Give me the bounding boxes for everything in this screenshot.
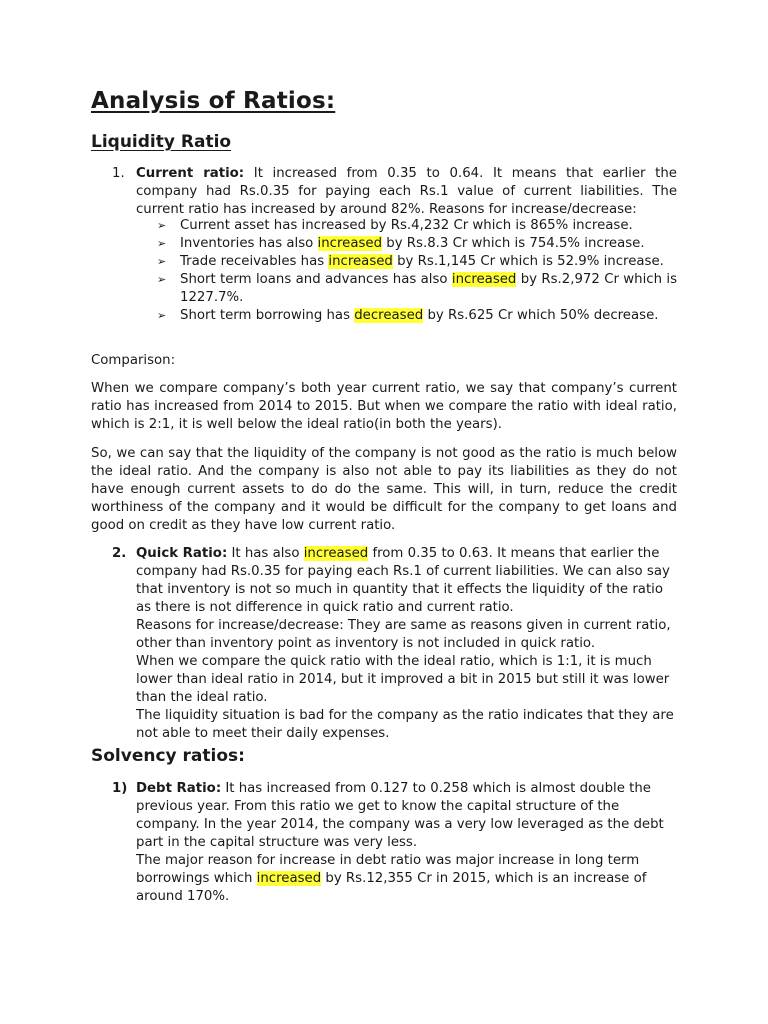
quick-ratio-line-4: The liquidity situation is bad for the company as the ratio indicates that they are not able to meet their daily expenses. (136, 708, 674, 741)
highlight: decreased (354, 308, 424, 323)
current-ratio-text: It increased from 0.35 to 0.64. It means that earlier the company had Rs.0.35 for paying each Rs.1 value of current liabilities. The current ratio has increased by around 82%. Reasons for increase/decrease: (136, 166, 677, 217)
list-number: 2. (112, 546, 127, 561)
comparison-paragraph-2: So, we can say that the liquidity of the company is not good as the ratio is much below the ideal ratio. And the company is also not able to pay its liabilities as they do not have enough current assets to do do the same. This will, in turn, reduce the credit worthiness of the company and it would be difficult for the company to get loans and good on credit as they have low current ratio. (91, 446, 677, 533)
list-item: ➢ Short term loans and advances has also increased by Rs.2,972 Cr which is 1227.7%. (157, 272, 677, 305)
arrowhead-bullet-icon: ➢ (157, 255, 167, 268)
quick-ratio-line-2: Reasons for increase/decrease: They are same as reasons given in current ratio, other than inventory point as inventory is not included in quick ratio. (136, 618, 671, 651)
current-ratio-bullets (155, 217, 677, 325)
highlight: increased (303, 546, 369, 561)
solvency-heading: Solvency ratios: (91, 746, 245, 766)
quick-ratio-line-1: Quick Ratio: It has also increased from 0.35 to 0.63. It means that earlier the company had Rs.0.35 for paying each Rs.1 of current liabilities. We can also say that inventory is not so much in quantity that it effects the liquidity of the ratio as there is not difference in quick ratio and current ratio. (136, 546, 670, 615)
list-item: ➢ Inventories has also increased by Rs.8.3 Cr which is 754.5% increase. (157, 236, 645, 251)
debt-ratio-line-1: Debt Ratio: It has increased from 0.127 to 0.258 which is almost double the previous year. From this ratio we get to know the capital structure of the company. In the year 2014, the company was a very low leveraged as the debt part in the capital structure was very less. (136, 781, 664, 850)
comparison-paragraph-1: When we compare company’s both year current ratio, we say that company’s current ratio has increased from 2014 to 2015. But when we compare the ratio with ideal ratio, which is 2:1, it is well below the ideal ratio(in both the years). (91, 381, 677, 432)
list-item: ➢ Trade receivables has increased by Rs.1,145 Cr which is 52.9% increase. (157, 254, 664, 269)
current-ratio-label: Current ratio: (136, 166, 245, 181)
quick-ratio-label: Quick Ratio: (136, 546, 228, 561)
debt-ratio-line-2: The major reason for increase in debt ratio was major increase in long term borrowings which increased by Rs.12,355 Cr in 2015, which is an increase of around 170%. (136, 853, 647, 904)
doc-title: Analysis of Ratios: (91, 88, 336, 114)
highlight: increased (317, 236, 383, 251)
arrowhead-bullet-icon: ➢ (157, 219, 167, 232)
list-item: ➢ Short term borrowing has decreased by Rs.625 Cr which 50% decrease. (157, 308, 659, 323)
arrowhead-bullet-icon: ➢ (157, 273, 167, 286)
current-ratio-paragraph (136, 165, 677, 219)
arrowhead-bullet-icon: ➢ (157, 309, 167, 322)
highlight: increased (451, 272, 517, 287)
debt-ratio-paragraph (136, 780, 677, 906)
list-number: 1. (112, 166, 125, 181)
quick-ratio-paragraph (136, 545, 677, 743)
highlight: increased (328, 254, 393, 269)
liquidity-heading: Liquidity Ratio (91, 132, 232, 152)
arrowhead-bullet-icon: ➢ (157, 237, 167, 250)
list-number: 1) (112, 781, 128, 796)
highlight: increased (256, 871, 322, 886)
list-item: ➢ Current asset has increased by Rs.4,232 Cr which is 865% increase. (157, 218, 633, 233)
quick-ratio-line-3: When we compare the quick ratio with the ideal ratio, which is 1:1, it is much lower than ideal ratio in 2014, but it improved a bit in 2015 but still it was lower than the ideal ratio. (136, 654, 670, 705)
comparison-label: Comparison: (91, 353, 176, 368)
debt-ratio-label: Debt Ratio: (136, 781, 222, 796)
